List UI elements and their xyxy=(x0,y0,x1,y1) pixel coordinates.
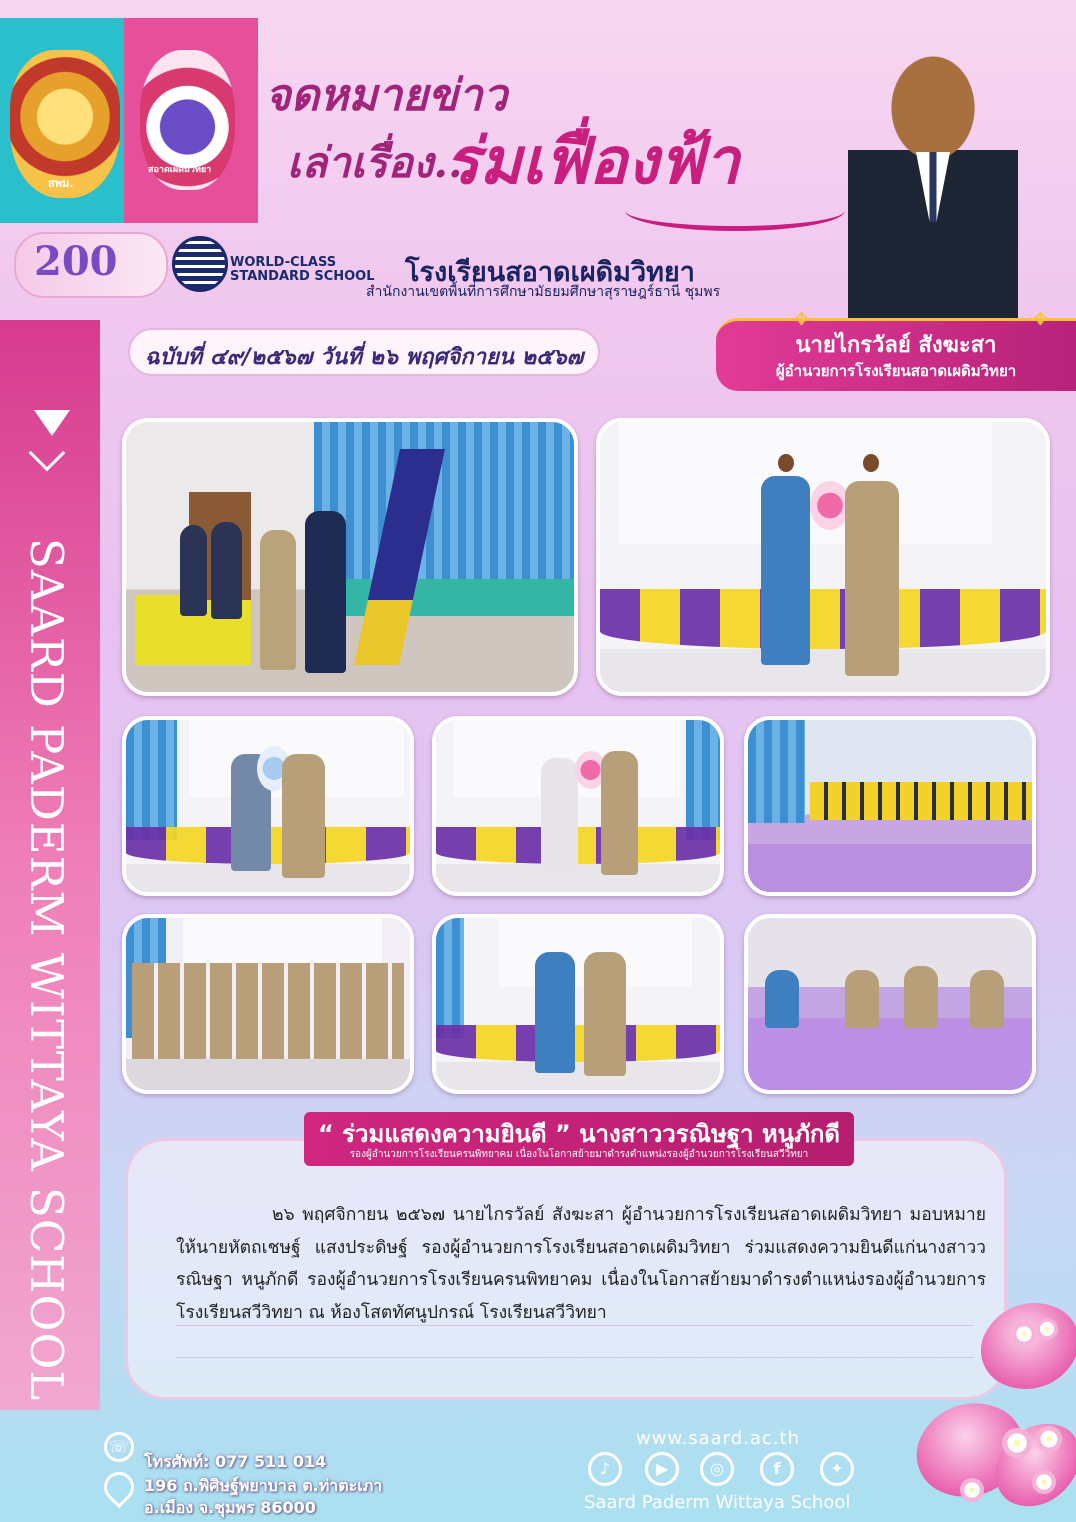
school-emblem-icon xyxy=(140,50,235,190)
play-triangles-icon xyxy=(14,388,84,498)
obec-emblem-icon xyxy=(10,50,120,198)
school-name: โรงเรียนสอาดเผดิมวิทยา xyxy=(405,257,695,288)
article-caption-bar xyxy=(304,1112,854,1166)
instagram-icon[interactable]: ◎ xyxy=(700,1452,734,1486)
photo-group-teachers xyxy=(122,914,414,1094)
photo-bouquet-grey-suit xyxy=(122,716,414,896)
youtube-icon[interactable]: ▶ xyxy=(645,1452,679,1486)
wcss-text: WORLD-CLASS STANDARD SCHOOL xyxy=(230,255,375,284)
vertical-school-name: SAARD PADERM WITTAYA SCHOOL xyxy=(20,538,73,1402)
tiktok-icon[interactable]: ♪ xyxy=(588,1452,622,1486)
article-caption-subtitle: รองผู้อำนวยการโรงเรียนครนพิทยาคม เนื่องในโอกาสย้ายมาดำรงตำแหน่งรองผู้อำนวยการโรงเรียนสวีวิทยา xyxy=(349,1149,809,1160)
frangipani-icon xyxy=(960,1478,984,1502)
issue-pill xyxy=(128,328,600,376)
headline-rom-fueang-fa: ร่มเฟื่องฟ้า xyxy=(445,124,740,199)
photo-flag-ceremony xyxy=(122,418,578,696)
principal-photo xyxy=(848,40,1018,328)
frangipani-icon xyxy=(1036,1426,1062,1452)
website-link[interactable]: www.saard.ac.th xyxy=(636,1428,801,1449)
left-vertical-band xyxy=(0,320,100,1410)
frangipani-icon xyxy=(1032,1470,1056,1494)
ornament-icon: ✥ xyxy=(1032,309,1048,330)
frangipani-icon xyxy=(1002,1428,1032,1458)
emblem-1-label: สพม. xyxy=(48,177,74,190)
footer-contact xyxy=(104,1432,434,1516)
article-panel xyxy=(125,1138,1007,1400)
200-years-logo xyxy=(14,232,168,298)
world-class-standard-logo xyxy=(172,236,375,298)
photo-seated-meeting xyxy=(744,914,1036,1094)
headline-swoosh xyxy=(625,190,845,231)
photo-group-students xyxy=(744,716,1036,896)
footer-address-2: อ.เมือง จ.ชุมพร 86000 xyxy=(144,1498,316,1517)
issue-number-date: ฉบับที่ ๔๙/๒๕๖๗ วันที่ ๒๖ พฤศจิกายน ๒๕๖๗ xyxy=(144,345,584,370)
photo-bouquet-blue-shirt xyxy=(596,418,1050,696)
footer-phone: โทรศัพท์: 077 511 014 xyxy=(144,1452,327,1471)
logo-banner xyxy=(0,18,258,223)
principal-shirt xyxy=(916,152,950,222)
school-office: สำนักงานเขตพื้นที่การศึกษามัธยมศึกษาสุราษฎร์ธานี ชุมพร xyxy=(366,284,721,300)
footer-address-1: 196 ถ.พิศิษฐ์พยาบาล ต.ท่าตะเภา xyxy=(144,1476,383,1495)
photo-bouquet-white-shirt xyxy=(432,716,724,896)
headline-newsletter: จดหมายข่าว xyxy=(265,70,508,121)
article-body: ๒๖ พฤศจิกายน ๒๕๖๗ นายไกรวัลย์ สังฆะสา ผู้อำนวยการโรงเรียนสอาดเผดิมวิทยา มอบหมายให้นายหัตถเชษฐ์ แสงประดิษฐ์ รองผู้อำนวยการโรงเรียนสอาดเผดิมวิทยา ร่วมแสดงความยินดีแก่นางสาววรณิษฐา หนูภักดี รองผู้อำนวยการโรงเรียนครนพิทยาคม เนื่องในโอกาสย้ายมาดำรงตำแหน่งรองผู้อำนวยการโรงเรียนสวีวิทยา ณ ห้องโสตทัศนูปกรณ์ โรงเรียนสวีวิทยา xyxy=(176,1205,986,1323)
newsletter-headline xyxy=(265,40,845,230)
globe-icon xyxy=(172,236,228,292)
principal-title: ผู้อำนวยการโรงเรียนสอาดเผดิมวิทยา xyxy=(775,362,1017,380)
frangipani-icon xyxy=(1036,1318,1058,1340)
photo-token-exchange xyxy=(432,914,724,1094)
social-icons xyxy=(588,1452,868,1492)
principal-name: นายไกรวัลย์ สังฆะสา xyxy=(795,333,997,358)
facebook-icon[interactable]: f xyxy=(760,1452,794,1486)
phone-icon: ☏ xyxy=(104,1432,134,1462)
footer-tagline: Saard Paderm Wittaya School xyxy=(584,1492,851,1513)
article-caption-title: “ ร่วมแสดงความยินดี ” นางสาววรณิษฐา หนูภักดี xyxy=(318,1120,840,1148)
emblem-2-label: สอาดเผดิมวิทยา xyxy=(148,165,212,175)
headline-tell-story: เล่าเรื่อง... xyxy=(287,138,478,187)
200-years-text: 200 xyxy=(34,238,118,285)
twitter-icon[interactable]: ✦ xyxy=(820,1452,854,1486)
frangipani-icon xyxy=(1012,1322,1036,1346)
location-pin-icon xyxy=(98,1466,140,1508)
ornament-icon: ✥ xyxy=(794,309,810,330)
principal-name-card xyxy=(716,309,1076,391)
